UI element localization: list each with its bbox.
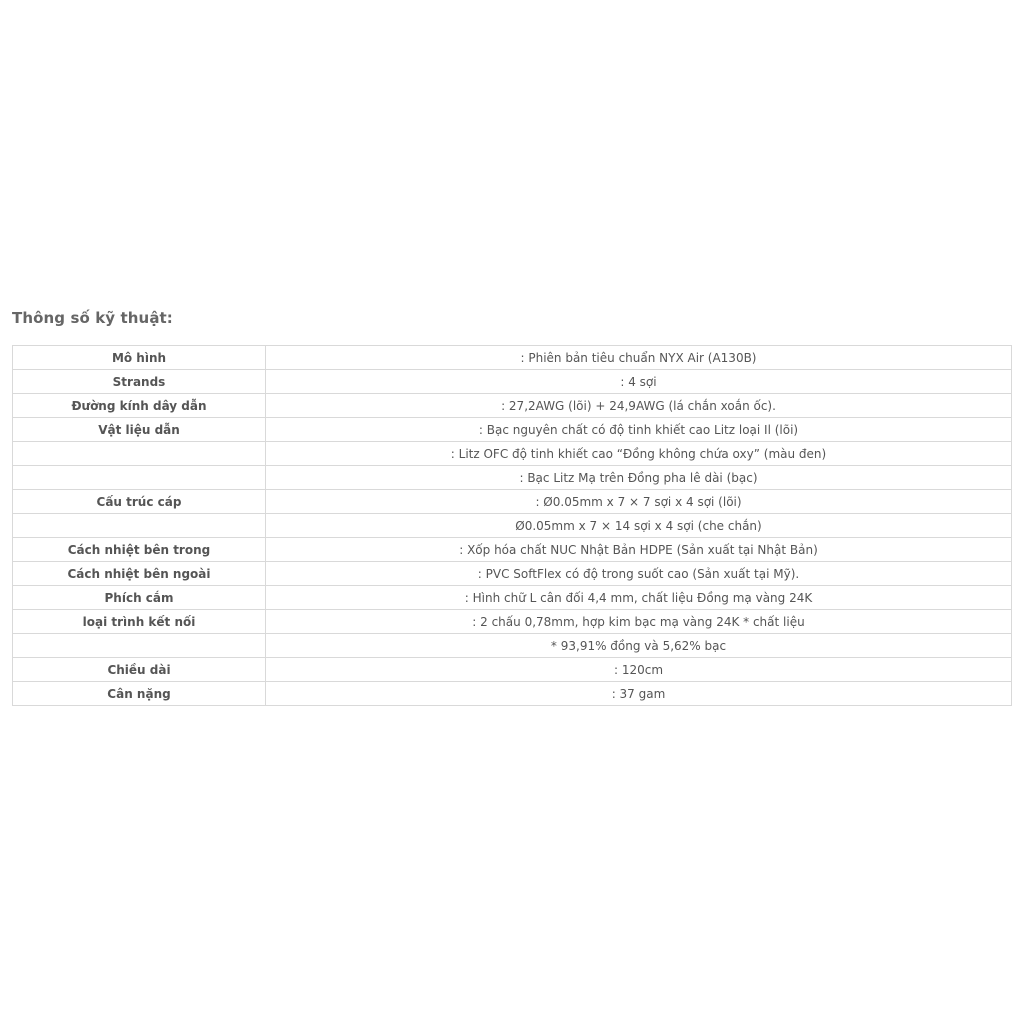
spec-label: Cân nặng xyxy=(13,682,266,706)
spec-label: Đường kính dây dẫn xyxy=(13,394,266,418)
spec-value: : Xốp hóa chất NUC Nhật Bản HDPE (Sản xuất tại Nhật Bản) xyxy=(266,538,1012,562)
table-row xyxy=(13,634,1012,658)
spec-label: Cấu trúc cáp xyxy=(13,490,266,514)
spec-value: : 2 chấu 0,78mm, hợp kim bạc mạ vàng 24K * chất liệu xyxy=(266,610,1012,634)
table-row xyxy=(13,538,1012,562)
spec-value: : 4 sợi xyxy=(266,370,1012,394)
table-row xyxy=(13,394,1012,418)
table-row xyxy=(13,346,1012,370)
spec-value: : Ø0.05mm x 7 × 7 sợi x 4 sợi (lõi) xyxy=(266,490,1012,514)
table-row xyxy=(13,442,1012,466)
spec-value: : Bạc Litz Mạ trên Đồng pha lê dài (bạc) xyxy=(266,466,1012,490)
spec-label: Strands xyxy=(13,370,266,394)
spec-label: Cách nhiệt bên ngoài xyxy=(13,562,266,586)
table-row xyxy=(13,682,1012,706)
spec-label: Phích cắm xyxy=(13,586,266,610)
spec-value: : Litz OFC độ tinh khiết cao “Đồng không chứa oxy” (màu đen) xyxy=(266,442,1012,466)
spec-label: Chiều dài xyxy=(13,658,266,682)
spec-label xyxy=(13,442,266,466)
spec-label xyxy=(13,634,266,658)
spec-value: : Phiên bản tiêu chuẩn NYX Air (A130B) xyxy=(266,346,1012,370)
spec-heading: Thông số kỹ thuật: xyxy=(12,309,173,327)
spec-label xyxy=(13,514,266,538)
spec-label: Cách nhiệt bên trong xyxy=(13,538,266,562)
spec-value: : PVC SoftFlex có độ trong suốt cao (Sản xuất tại Mỹ). xyxy=(266,562,1012,586)
spec-value: Ø0.05mm x 7 × 14 sợi x 4 sợi (che chắn) xyxy=(266,514,1012,538)
spec-value: * 93,91% đồng và 5,62% bạc xyxy=(266,634,1012,658)
table-row xyxy=(13,658,1012,682)
table-row xyxy=(13,418,1012,442)
table-row xyxy=(13,370,1012,394)
table-row xyxy=(13,466,1012,490)
table-row xyxy=(13,562,1012,586)
spec-label: Vật liệu dẫn xyxy=(13,418,266,442)
table-row xyxy=(13,610,1012,634)
spec-value: : 120cm xyxy=(266,658,1012,682)
table-row xyxy=(13,514,1012,538)
table-row xyxy=(13,586,1012,610)
spec-label xyxy=(13,466,266,490)
spec-value: : Hình chữ L cân đối 4,4 mm, chất liệu Đồng mạ vàng 24K xyxy=(266,586,1012,610)
spec-value: : 27,2AWG (lõi) + 24,9AWG (lá chắn xoắn ốc). xyxy=(266,394,1012,418)
spec-value: : 37 gam xyxy=(266,682,1012,706)
spec-label: Mô hình xyxy=(13,346,266,370)
spec-label: loại trình kết nối xyxy=(13,610,266,634)
spec-table xyxy=(12,345,1012,706)
spec-value: : Bạc nguyên chất có độ tinh khiết cao Litz loại Il (lõi) xyxy=(266,418,1012,442)
table-row xyxy=(13,490,1012,514)
